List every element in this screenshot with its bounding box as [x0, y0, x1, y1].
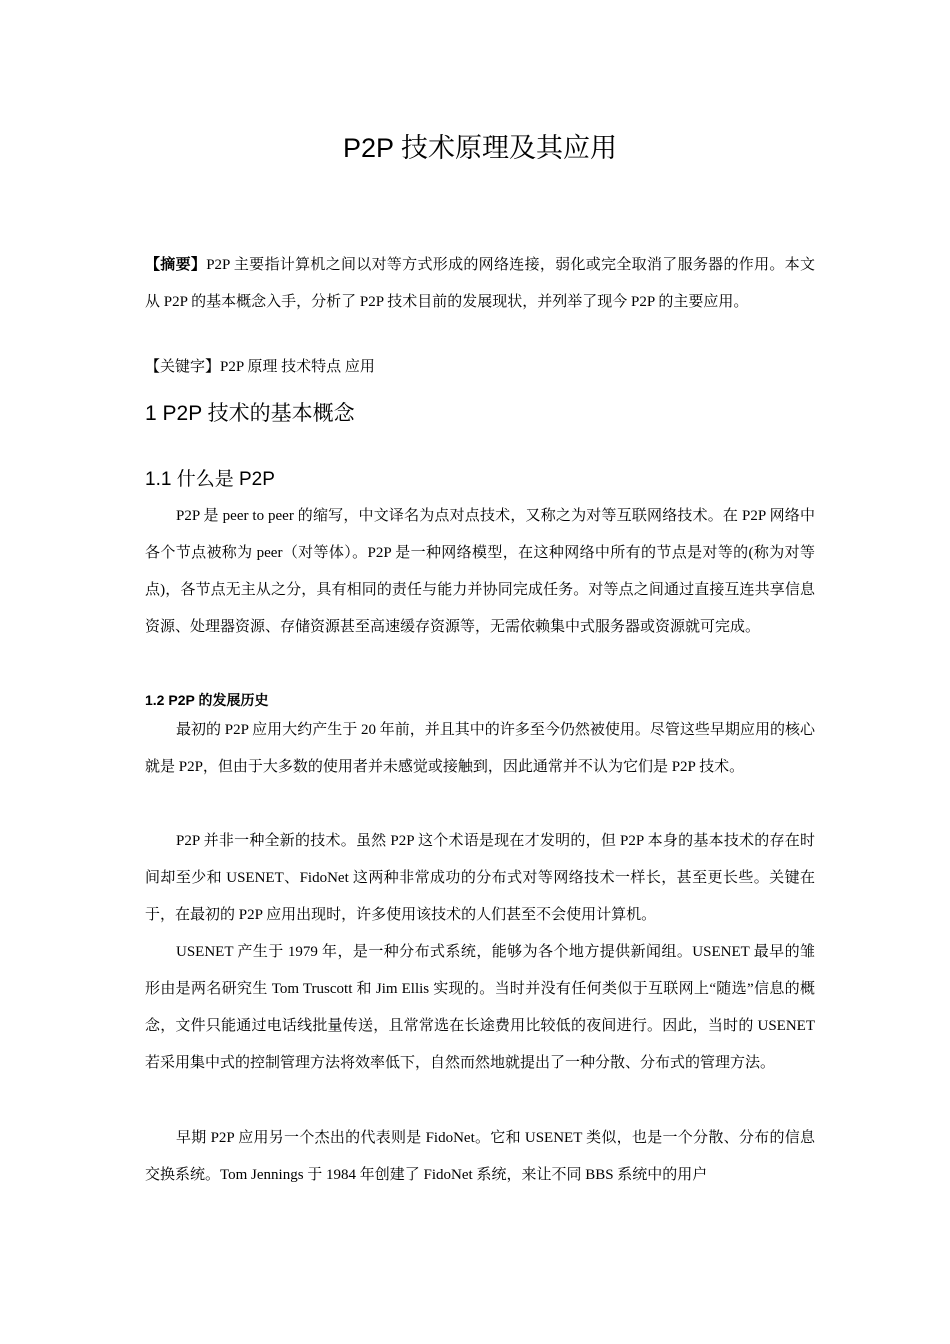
section-1-1-heading: 1.1 什么是 P2P [145, 469, 275, 490]
keywords-label: 【关键字】 [145, 358, 221, 375]
section-1-2-paragraph-2: P2P 并非一种全新的技术。虽然 P2P 这个术语是现在才发明的，但 P2P 本身的基本技术的存在时间却至少和 USENET、FidoNet 这两种非常成功的分布式对等网络技术一样长，甚至更长些。关键在于，在最初的 P2P 应用出现时，许多使用该技术的人们甚至不会使用计算机。 [145, 833, 815, 923]
abstract [145, 246, 815, 321]
abstract-text: P2P 主要指计算机之间以对等方式形成的网络连接，弱化或完全取消了服务器的作用。本文从 P2P 的基本概念入手，分析了 P2P 技术目前的发展现状，并列举了现今 P2P 的主要应用。 [145, 257, 815, 310]
section-1-2-paragraph-3: USENET 产生于 1979 年，是一种分布式系统，能够为各个地方提供新闻组。USENET 最早的雏形由是两名研究生 Tom Truscott 和 Jim Ellis 实现的。当时并没有任何类似于互联网上“随选”信息的概念，文件只能通过电话线批量传送，且常常选在长途费用比较低的夜间进行。因此，当时的 USENET 若采用集中式的控制管理方法将效率低下，自然而然地就提出了一种分散、分布式的管理方法。 [145, 944, 815, 1071]
keywords-text: P2P 原理 技术特点 应用 [220, 359, 375, 375]
section-1-2-paragraph-4: 早期 P2P 应用另一个杰出的代表则是 FidoNet。它和 USENET 类似，也是一个分散、分布的信息交换系统。Tom Jennings 于 1984 年创建了 FidoNet 系统，来让不同 BBS 系统中的用户 [145, 1130, 815, 1183]
section-1-2-heading: 1.2 P2P 的发展历史 [145, 692, 269, 708]
abstract-label: 【摘要】 [145, 256, 207, 273]
section-1-2-paragraph-1: 最初的 P2P 应用大约产生于 20 年前，并且其中的许多至今仍然被使用。尽管这些早期应用的核心就是 P2P，但由于大多数的使用者并未感觉或接触到，因此通常并不认为它们是 P2P 技术。 [145, 722, 815, 775]
section-1-heading: 1 P2P 技术的基本概念 [145, 402, 355, 425]
section-1-1-paragraph: P2P 是 peer to peer 的缩写，中文译名为点对点技术，又称之为对等互联网络技术。在 P2P 网络中各个节点被称为 peer（对等体）。P2P 是一种网络模型，在这种网络中所有的节点是对等的(称为对等点)，各节点无主从之分，具有相同的责任与能力并协同完成任务。对等点之间通过直接互连共享信息资源、处理器资源、存储资源甚至高速缓存资源等，无需依赖集中式服务器或资源就可完成。 [145, 508, 815, 635]
document-title: P2P 技术原理及其应用 [342, 133, 618, 163]
keywords [145, 353, 815, 381]
